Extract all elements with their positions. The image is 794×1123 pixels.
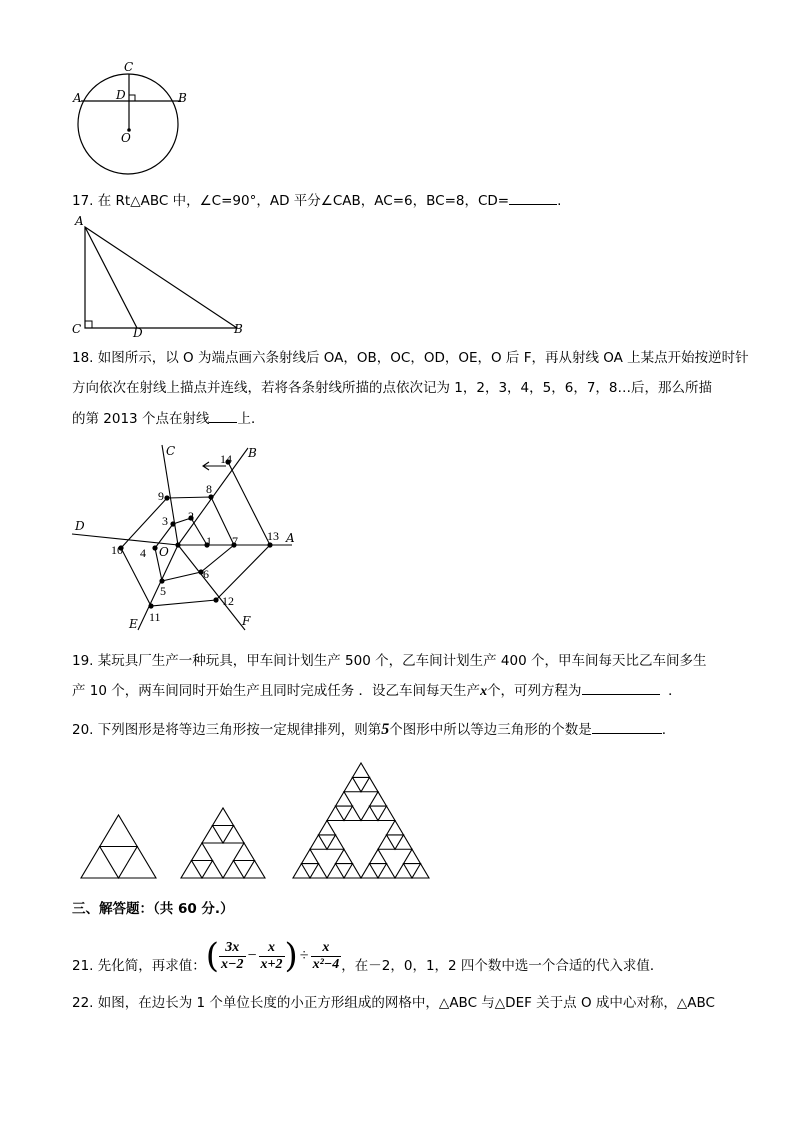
right-angle-mark-c	[85, 321, 92, 328]
question-18-line3a: 的第 2013 个点在射线	[72, 411, 210, 427]
point-11	[148, 603, 153, 608]
ray-oc	[162, 445, 178, 545]
pattern-2	[181, 808, 265, 878]
label-ray-a: A	[286, 531, 295, 545]
fraction-2-numerator: x	[259, 940, 285, 957]
answer-blank-18[interactable]	[209, 409, 237, 423]
fraction-3-denominator: x²−4	[312, 956, 340, 972]
question-17-end: .	[557, 193, 562, 209]
question-19-end: ．	[668, 683, 682, 699]
paren-open: (	[205, 936, 220, 976]
question-22: 22. 如图，在边长为 1 个单位长度的小正方形组成的网格中，△ABC 与△DEF 关于点 O 成中心对称，△ABC	[72, 995, 715, 1011]
right-angle-mark	[129, 95, 135, 101]
answer-blank-17[interactable]	[509, 191, 557, 205]
question-18-line2: 方向依次在射线上描点并连线，若将各条射线所描的点依次记为 1，2，3，4，5，6，7，8…后，那么所描	[72, 380, 713, 396]
fraction-2	[259, 940, 285, 973]
minus-sign: −	[247, 947, 257, 964]
circle-figure	[68, 60, 198, 178]
circle-outline	[78, 74, 178, 174]
label-ray-b: B	[248, 446, 257, 460]
fraction-1	[219, 940, 245, 973]
figure-number: 5	[381, 721, 390, 738]
label-point-13: 13	[267, 529, 279, 543]
label-c: C	[124, 60, 134, 74]
label-o: O	[121, 131, 131, 145]
question-21-prefix: 21. 先化简，再求值：	[72, 958, 206, 974]
answer-blank-20[interactable]	[592, 720, 662, 734]
division-sign: ÷	[299, 947, 309, 964]
label-d17: D	[133, 326, 143, 340]
question-20-end: .	[661, 722, 667, 738]
label-point-8: 8	[206, 482, 212, 496]
pattern-1	[81, 815, 156, 878]
label-c17: C	[72, 322, 82, 336]
variable-x: x	[480, 684, 488, 699]
fraction-3-numerator: x	[311, 940, 342, 957]
question-17-text: 17. 在 Rt△ABC 中，∠C=90°，AD 平分∠CAB，AC=6，BC=8，CD=	[72, 193, 510, 209]
spiral-figure	[70, 440, 300, 635]
point-o	[175, 542, 180, 547]
label-a17: A	[75, 214, 84, 228]
label-point-9: 9	[158, 489, 164, 503]
triangle-figure	[72, 215, 252, 340]
question-20-text-b: 个图形中所以等边三角形的个数是	[389, 722, 592, 738]
question-19-line2	[72, 681, 682, 702]
paren-close: )	[284, 936, 298, 976]
spiral-path	[121, 462, 270, 606]
label-ray-f: F	[242, 614, 251, 628]
question-18-line3b: 上．	[237, 411, 265, 427]
question-17	[72, 191, 561, 211]
label-ray-e: E	[129, 617, 138, 631]
triangle-abc	[85, 227, 237, 328]
point-5	[159, 578, 164, 583]
question-21-suffix: ，在－2，0，1，2 四个数中选一个合适的代入求值．	[341, 958, 664, 974]
label-point-3: 3	[162, 514, 168, 528]
point-3	[170, 521, 175, 526]
fraction-2-denominator: x+2	[260, 956, 283, 972]
label-point-14: 14	[220, 452, 232, 466]
label-d: D	[116, 88, 126, 102]
question-20-text-a: 20. 下列图形是将等边三角形按一定规律排列，则第	[72, 722, 382, 738]
label-point-7: 7	[232, 534, 238, 548]
question-18-line3	[72, 409, 264, 429]
question-19-line2a: 产 10 个，两车间同时开始生产且同时完成任务 ．设乙车间每天生产	[72, 683, 481, 699]
fraction-1-numerator: 3x	[219, 940, 245, 957]
fraction-3	[311, 940, 342, 973]
question-19-line2b: 个，可列方程为	[487, 683, 582, 699]
triangle-pattern-figure	[75, 755, 440, 885]
question-21	[72, 930, 663, 982]
point-4	[152, 545, 157, 550]
label-point-1: 1	[206, 534, 212, 548]
label-point-4: 4	[140, 546, 146, 560]
question-19-line1: 19. 某玩具厂生产一种玩具，甲车间计划生产 500 个，乙车间计划生产 400 个，甲车间每天比乙车间多生	[72, 653, 707, 669]
question-18-line1: 18. 如图所示，以 O 为端点画六条射线后 OA，OB，OC，OD，OE，O 后 F，再从射线 OA 上某点开始按逆时针	[72, 350, 749, 366]
fraction-1-denominator: x−2	[221, 956, 244, 972]
ray-of	[178, 545, 245, 630]
label-point-10: 10	[111, 543, 123, 557]
label-point-11: 11	[149, 610, 161, 624]
label-a: A	[73, 91, 82, 105]
segment-ad	[85, 227, 137, 328]
point-12	[213, 597, 218, 602]
label-point-12: 12	[222, 594, 234, 608]
pattern-3	[293, 763, 429, 878]
label-point-6: 6	[203, 567, 209, 581]
answer-blank-19[interactable]	[582, 681, 660, 695]
section-3-title: 三、解答题：（共 60 分.）	[72, 901, 234, 917]
label-point-5: 5	[160, 584, 166, 598]
label-ray-c: C	[166, 444, 176, 458]
point-9	[164, 495, 169, 500]
question-20	[72, 720, 666, 740]
label-ray-d: D	[75, 519, 85, 533]
label-b17: B	[234, 322, 243, 336]
label-b: B	[178, 91, 187, 105]
label-point-2: 2	[188, 509, 194, 523]
label-ray-o: O	[159, 545, 169, 559]
